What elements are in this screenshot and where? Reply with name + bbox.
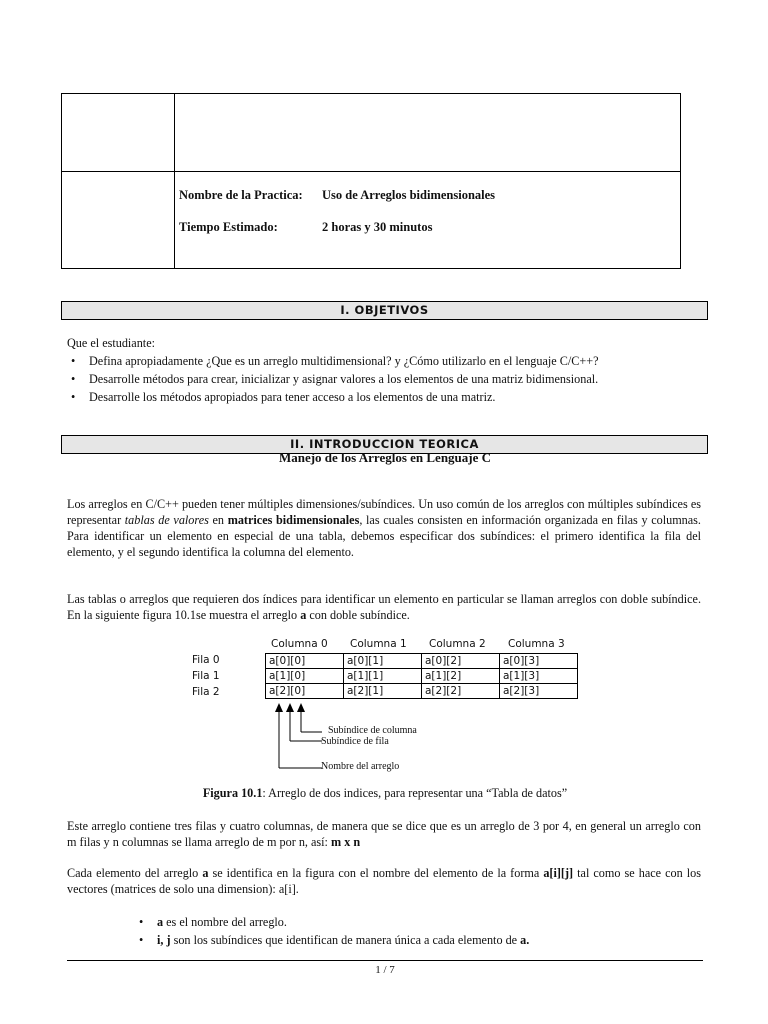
paragraph-array-size: Este arreglo contiene tres filas y cuatro columnas, de manera que se dice que es un arreglo de 3 por 4, en general un arreglo con m filas y n columnas se llama arreglo de m por n, así: m x n	[67, 819, 701, 849]
paragraph-element-form: Cada elemento del arreglo a se identifica en la figura con el nombre del elemento de la forma a[i][j] tal como se hace con los vectores (matrices de solo una dimension): a[i].	[67, 866, 701, 896]
row-header: Fila 0	[192, 654, 220, 666]
table-row	[266, 684, 578, 699]
table-cell: a[1][3]	[500, 669, 578, 684]
annotation-row-subscript: Subíndice de fila	[321, 736, 389, 747]
table-cell: a[0][1]	[344, 654, 422, 669]
table-row	[266, 654, 578, 669]
table-cell: a[2][3]	[500, 684, 578, 699]
intro-subtitle: Manejo de los Arreglos en Lenguaje C	[278, 450, 492, 465]
table-row	[266, 669, 578, 684]
header-divider-vertical	[174, 94, 175, 268]
practice-value: Uso de Arreglos bidimensionales	[322, 188, 496, 202]
list-item: • i, j son los subíndices que identifican de manera única a cada elemento de a.	[139, 933, 530, 947]
table-cell: a[1][2]	[422, 669, 500, 684]
table-cell: a[2][0]	[266, 684, 344, 699]
section-objetivos-title: I. OBJETIVOS	[61, 301, 708, 320]
time-label: Tiempo Estimado:	[179, 220, 278, 234]
table-cell: a[1][1]	[344, 669, 422, 684]
table-cell: a[0][0]	[266, 654, 344, 669]
row-header: Fila 2	[192, 686, 220, 698]
intro-paragraph-2: Las tablas o arreglos que requieren dos índices para identificar un elemento en particular se llaman arreglos con doble subíndice. En la siguiente figura 10.1se muestra el arreglo a con doble subíndice.	[67, 592, 701, 622]
annotation-column-subscript: Subíndice de columna	[328, 725, 417, 736]
footer-divider	[67, 960, 703, 961]
table-cell: a[0][2]	[422, 654, 500, 669]
arrow-up-icon	[297, 703, 305, 712]
table-cell: a[0][3]	[500, 654, 578, 669]
annotation-array-name: Nombre del arreglo	[321, 761, 400, 772]
arrow-up-icon	[275, 703, 283, 712]
notation-list	[135, 913, 695, 949]
figure-caption: Figura 10.1: Arreglo de dos indices, para representar una “Tabla de datos”	[202, 786, 568, 800]
column-header: Columna 2	[429, 638, 486, 650]
list-item: • Desarrolle los métodos apropiados para tener acceso a los elementos de una matriz.	[71, 390, 496, 404]
section-intro-title: II. INTRODUCCION TEORICA	[61, 435, 708, 454]
page-number: 1 / 7	[375, 964, 395, 976]
column-header: Columna 1	[350, 638, 407, 650]
column-header: Columna 3	[508, 638, 565, 650]
objetivos-list	[67, 352, 717, 406]
list-item: • Desarrolle métodos para crear, inicializar y asignar valores a los elementos de una matriz bidimensional.	[71, 372, 599, 386]
list-item: • Defina apropiadamente ¿Que es un arreglo multidimensional? y ¿Cómo utilizarlo en el lenguaje C/C++?	[71, 354, 599, 368]
table-cell: a[1][0]	[266, 669, 344, 684]
header-table	[61, 93, 681, 269]
header-divider-horizontal	[62, 171, 680, 172]
practice-label: Nombre de la Practica:	[179, 188, 303, 202]
row-header: Fila 1	[192, 670, 220, 682]
table-cell: a[2][2]	[422, 684, 500, 699]
intro-paragraph-1: Los arreglos en C/C++ pueden tener múltiples dimensiones/subíndices. Un uso común de los arreglos con múltiples subíndices es representar tablas de valores en matrices bidimensionales, las cuales consisten en información organizada en filas y columnas. Para identificar un elemento en especial de una tabla, debemos especificar dos subíndices: el primero identifica la fila del elemento, y el segundo identifica la columna del elemento.	[67, 497, 701, 559]
column-header: Columna 0	[271, 638, 328, 650]
table-cell: a[2][1]	[344, 684, 422, 699]
arrow-up-icon	[286, 703, 294, 712]
objetivos-intro: Que el estudiante:	[67, 336, 155, 350]
time-value: 2 horas y 30 minutos	[322, 220, 433, 234]
list-item: • a es el nombre del arreglo.	[139, 915, 287, 929]
array-figure-table	[265, 653, 578, 699]
